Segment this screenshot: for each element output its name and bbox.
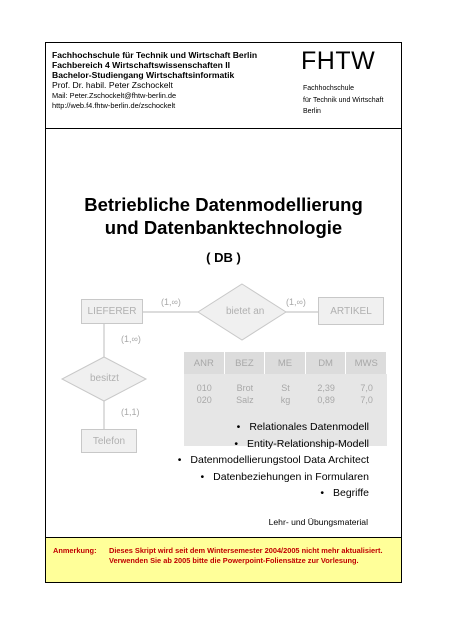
topic-item: • Relationales Datenmodell — [178, 419, 369, 436]
author-name: Prof. Dr. habil. Peter Zschockelt — [52, 80, 173, 90]
title-line-2: und Datenbanktechnologie — [104, 217, 343, 238]
topic-list — [178, 419, 369, 502]
author-url: http://web.f4.fhtw-berlin.de/zschockelt — [52, 101, 176, 110]
table-cell: 7,0 — [360, 395, 373, 405]
cardinality-lieferer: (1,∞) — [161, 297, 181, 307]
topic-item: • Datenbeziehungen in Formularen — [178, 469, 369, 486]
title-line-1: Betriebliche Datenmodellierung — [84, 194, 363, 215]
title-abbreviation: ( DB ) — [206, 250, 241, 265]
entity-telefon: Telefon — [81, 429, 137, 453]
note-box — [45, 537, 402, 583]
cardinality-besitzt-top: (1,∞) — [121, 334, 141, 344]
table-header: DM — [306, 352, 347, 374]
entity-artikel: ARTIKEL — [318, 297, 384, 325]
table-cell: Salz — [236, 395, 254, 405]
table-header: BEZ — [225, 352, 266, 374]
table-cell: 2,39 — [317, 383, 335, 393]
material-label: Lehr- und Übungsmaterial — [268, 517, 368, 527]
table-row — [184, 394, 387, 406]
table-row — [184, 382, 387, 394]
author-mail: Mail: Peter.Zschockelt@fhtw-berlin.de — [52, 91, 177, 100]
table-cell: 020 — [196, 395, 212, 405]
entity-lieferer: LIEFERER — [81, 299, 143, 324]
logo-subtitle-1: Fachhochschule — [303, 85, 354, 92]
table-cell: 010 — [196, 383, 212, 393]
table-cell: Brot — [236, 383, 254, 393]
topic-item: • Datenmodellierungstool Data Architect — [178, 452, 369, 469]
note-text: Dieses Skript wird seit dem Wintersemester 2004/2005 nicht mehr aktualisiert. Verwenden Sie ab 2005 bitte die Powerpoint-Foliensätze zur Vorlesung. — [109, 546, 383, 565]
fhtw-logo: FHTW — [301, 47, 376, 75]
cardinality-besitzt-bottom: (1,1) — [121, 407, 140, 417]
note-label: Anmerkung: — [53, 546, 97, 555]
department-name: Fachbereich 4 Wirtschaftswissenschaften II — [52, 60, 231, 70]
table-cell: 7,0 — [360, 383, 373, 393]
table-header: ME — [265, 352, 306, 374]
content-box — [45, 128, 402, 538]
table-cell: kg — [280, 395, 291, 405]
table-cell: 0,89 — [317, 395, 335, 405]
relationship-label-bietet-an: bietet an — [226, 306, 265, 317]
program-name: Bachelor-Studiengang Wirtschaftsinformatik — [52, 70, 235, 80]
table-header: ANR — [184, 352, 225, 374]
logo-subtitle-3: Berlin — [303, 108, 321, 115]
institution-name: Fachhochschule für Technik und Wirtschaft Berlin — [52, 50, 258, 60]
logo-subtitle-2: für Technik und Wirtschaft — [303, 97, 384, 104]
relationship-label-besitzt: besitzt — [90, 373, 119, 384]
topic-item: • Begriffe — [178, 485, 369, 502]
topic-item: • Entity-Relationship-Modell — [178, 436, 369, 453]
table-header: MWS — [346, 352, 387, 374]
table-header-row — [184, 352, 387, 374]
table-cell: St — [281, 383, 290, 393]
header-box — [45, 42, 402, 129]
cardinality-artikel: (1,∞) — [286, 297, 306, 307]
